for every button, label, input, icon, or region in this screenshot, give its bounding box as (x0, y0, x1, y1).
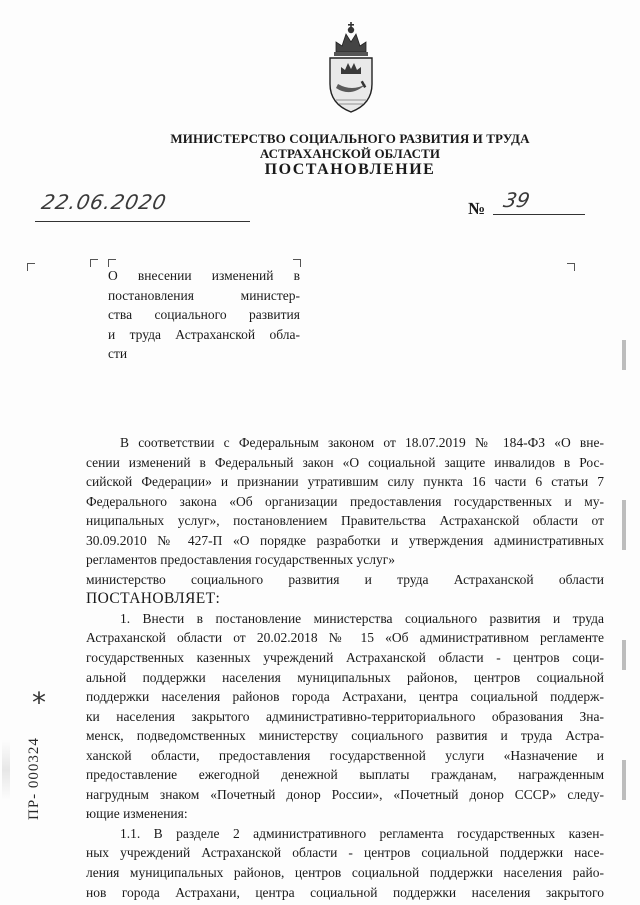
margin-registration-code: ПР- 000324 (26, 737, 42, 820)
body-line: ки населения закрытого административно-территориального образования Зна- (86, 708, 604, 724)
body-line: ных учреждений Астраханской области - центров социальной поддержки насе- (86, 845, 604, 861)
document-body (86, 433, 604, 902)
ministry-name-line2: АСТРАХАНСКОЙ ОБЛАСТИ (259, 146, 441, 161)
scan-edge-mark (622, 760, 626, 800)
scan-edge-mark (622, 500, 626, 550)
body-line: ления муниципальных районов, центров социальной поддержки населения райо- (86, 865, 604, 881)
document-number: 39 (501, 188, 533, 212)
body-line: сении изменений в Федеральный закон «О социальной защите инвалидов в Рос- (86, 454, 604, 470)
body-line: менск, подведомственных министерству социального развития и труда Астра- (86, 728, 604, 744)
body-line: 1. Внести в постановление министерства социального развития и труда (120, 610, 604, 626)
body-line: регламентов предоставления государственных услуг» (86, 552, 396, 568)
body-line: ющие изменения: (86, 806, 188, 822)
subject-line: О внесении изменений в (108, 268, 300, 283)
body-line: предоставление ежегодной денежной выплаты гражданам, награжденным (86, 767, 604, 783)
subject-line: и труда Астраханской обла- (108, 326, 300, 342)
coat-of-arms-emblem (322, 18, 380, 118)
subject-line: сти (108, 346, 128, 361)
scan-edge-mark (622, 340, 626, 370)
body-line: нов города Астрахани, центра социальной поддержки населения закрытого (86, 884, 604, 900)
document-date: 22.06.2020 (39, 190, 170, 214)
margin-star-mark: * (32, 686, 46, 719)
body-line: Астраханской области от 20.02.2018 № 15 «Об административном регламенте (86, 630, 604, 646)
document-type-title: ПОСТАНОВЛЕНИЕ (264, 161, 436, 178)
scan-edge-mark (622, 640, 626, 670)
date-underline (35, 205, 250, 222)
corner-bracket (27, 263, 35, 271)
body-line: альной поддержки населения муниципальных районов, центров социальной (86, 669, 604, 685)
body-line: Федерального закона «Об организации предоставления государственных и му- (86, 493, 604, 509)
body-line: 1.1. В разделе 2 административного регламента государственных казен- (120, 825, 604, 841)
body-line: поддержки населения районов города Астрахани, центра социальной поддерж- (86, 689, 604, 705)
number-underline (493, 214, 585, 215)
subject-line: ства социального развития (108, 307, 300, 322)
body-line: министерство социального развития и труда Астраханской области (86, 571, 604, 587)
body-line: 30.09.2010 № 427-П «О порядке разработки и утверждения административных (86, 532, 604, 548)
ministry-name-line1: МИНИСТЕРСТВО СОЦИАЛЬНОГО РАЗВИТИЯ И ТРУДА (170, 131, 530, 146)
scan-artifact (2, 740, 10, 800)
body-line: государственных казенных учреждений Астраханской области - центров соци- (86, 650, 604, 666)
document-subject (108, 266, 300, 364)
body-line: сийской Федерации» и признании утратившим силу пункта 16 части 6 статьи 7 (86, 474, 604, 490)
subject-line: постановления министер- (108, 287, 300, 303)
body-line: ханской области, предоставления государственной услуги «Назначение и (86, 747, 604, 763)
body-line: нагрудным знаком «Почетный донор России», «Почетный донор СССР» следу- (86, 786, 604, 802)
corner-bracket (90, 259, 98, 267)
body-line-resolves: ПОСТАНОВЛЯЕТ: (86, 590, 221, 608)
body-line: В соответствии с Федеральным законом от 18.07.2019 № 184-ФЗ «О вне- (120, 435, 604, 450)
corner-bracket (567, 263, 575, 271)
body-line: ниципальных услуг», постановлением Правительства Астраханской области от (86, 513, 604, 529)
number-sign: № (468, 199, 486, 218)
